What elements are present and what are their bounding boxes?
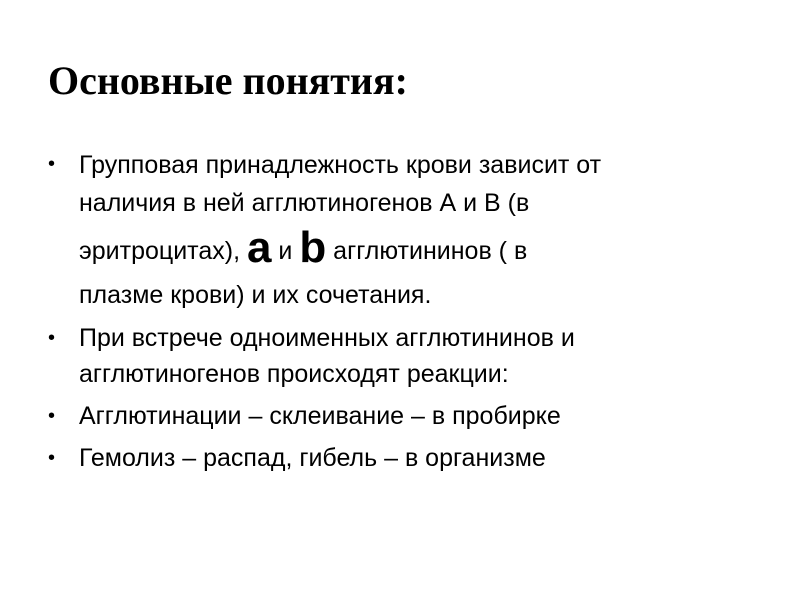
list-item [48, 440, 738, 476]
item-1-line-2: наличия в ней агглютиногенов А и В (в [79, 189, 530, 217]
conjunction: и [278, 237, 293, 265]
item-4-text: Гемолиз – распад, гибель – в организме [79, 444, 546, 472]
item-1-line-3-end: агглютининов ( в [333, 237, 528, 265]
bullet-icon: • [48, 327, 56, 349]
letter-a: a [246, 223, 272, 272]
item-3-text: Агглютинации – склеивание – в пробирке [79, 402, 561, 430]
bullet-icon: • [48, 405, 56, 427]
item-1-line-3-start: эритроцитах), [79, 237, 241, 265]
list-item [48, 320, 738, 392]
letter-b: b [299, 223, 327, 272]
item-1-line-4: плазме крови) и их сочетания. [79, 281, 432, 309]
bullet-icon: • [48, 153, 56, 175]
item-1-line-3 [79, 222, 738, 276]
slide-title: Основные понятия: [48, 58, 408, 103]
item-2-line-1: При встрече одноименных агглютининов и [79, 324, 575, 352]
list-item [48, 146, 738, 314]
bullet-list [48, 146, 738, 482]
item-2-line-2: агглютиногенов происходят реакции: [79, 360, 509, 388]
list-item [48, 398, 738, 434]
item-1-line-1: Групповая принадлежность крови зависит от [79, 151, 602, 179]
bullet-icon: • [48, 447, 56, 469]
